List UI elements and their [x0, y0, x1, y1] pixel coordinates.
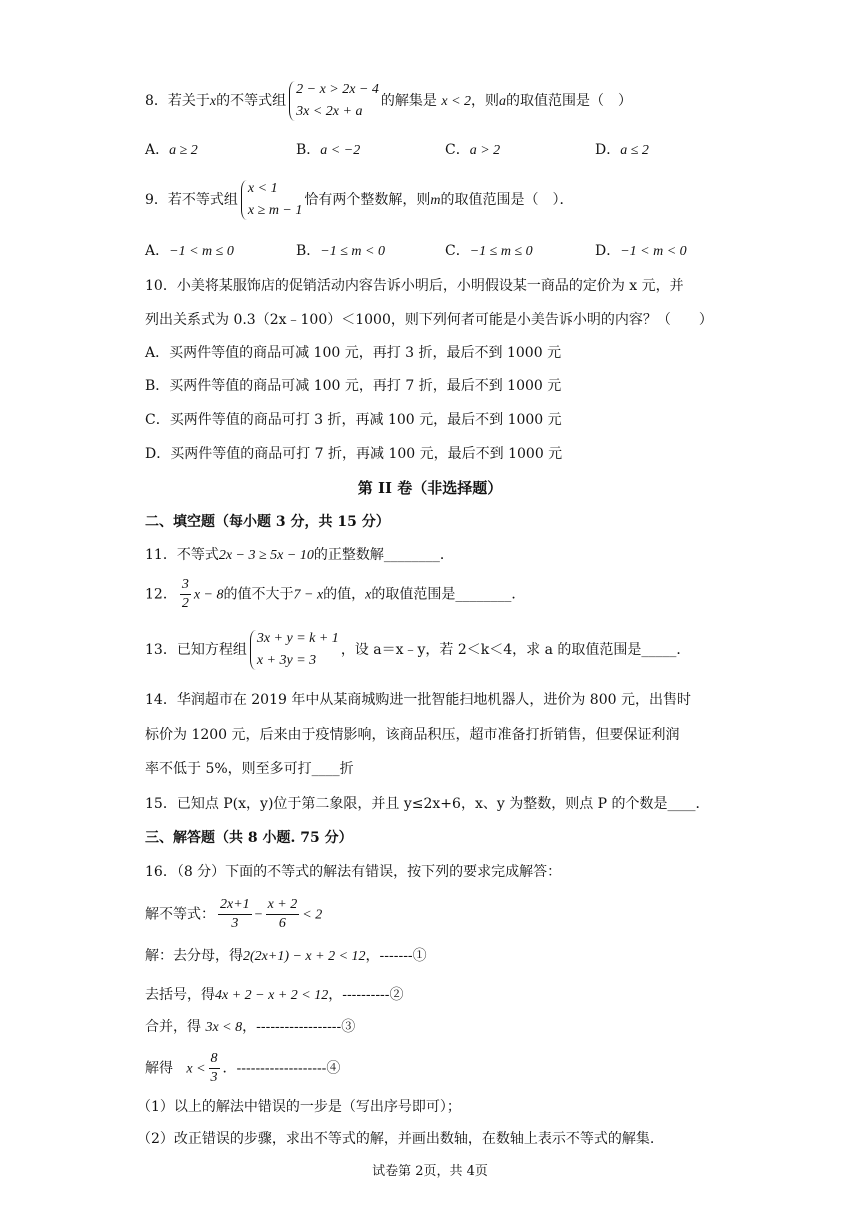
- part2-title: 第 II 卷（非选择题）: [357, 479, 503, 497]
- q13-pre: 已知方程组: [176, 642, 247, 658]
- q10-option-b[interactable]: B．买两件等值的商品可减 100 元，再打 7 折，最后不到 1000 元: [145, 378, 562, 394]
- option-expr: a < −2: [320, 143, 361, 158]
- q14-line1: 14．华润超市在 2019 年中从某商城购进一批智能扫地机器人，进价为 800 元，出售时: [145, 692, 691, 708]
- q13: [145, 628, 690, 672]
- step1-expr: 2(2x+1) − x + 2 < 12: [243, 949, 366, 964]
- q15: 15．已知点 P(x，y)位于第二象限，并且 y≤2x+6，x、y 为整数，则点 P 的个数是____．: [145, 796, 710, 812]
- q16-solve-label: 解不等式：: [145, 906, 215, 923]
- q16-intro: 16．（8 分）下面的不等式的解法有错误，按下列的要求完成解答：: [145, 864, 562, 880]
- q16-minus: −: [254, 907, 263, 923]
- step3-post: ，------------------③: [242, 1019, 356, 1035]
- q11-post: 的正整数解________．: [313, 547, 454, 563]
- q9-option-a[interactable]: [145, 241, 234, 262]
- q9-pre: 若不等式组: [167, 192, 238, 208]
- q9-option-c[interactable]: [445, 241, 533, 262]
- step2-expr: 4x + 2 − x + 2 < 12: [215, 988, 329, 1003]
- step4-post: ．-------------------④: [222, 1060, 341, 1077]
- q10-option-c[interactable]: C．买两件等值的商品可打 3 折，再减 100 元，最后不到 1000 元: [145, 412, 562, 428]
- step2-pre: 去括号，得: [145, 987, 215, 1003]
- q10-option-d[interactable]: D．买两件等值的商品可打 7 折，再减 100 元，最后不到 1000 元: [145, 446, 563, 462]
- option-label: A．: [145, 142, 170, 158]
- q12-post: 的取值范围是________．: [371, 586, 526, 603]
- option-label: B．: [296, 142, 321, 158]
- q16-step1: [145, 946, 427, 967]
- q11-pre: 不等式: [176, 547, 219, 563]
- option-expr: a > 2: [469, 143, 501, 158]
- q13-system: [249, 628, 339, 672]
- q16-f2-den: 6: [278, 916, 286, 931]
- step4-fraction: [209, 1050, 220, 1087]
- q14-line3: 率不低于 5%，则至多可打____折: [145, 761, 354, 777]
- q11-number: 11．: [145, 547, 177, 563]
- section3-heading: 三、解答题（共 8 小题. 75 分）: [145, 830, 353, 846]
- q8-option-a[interactable]: [145, 140, 198, 161]
- q12-var-x: x: [365, 587, 372, 603]
- q13-system-row1: 3x + y = k + 1: [256, 631, 339, 646]
- q16-step2: [145, 985, 404, 1006]
- q14-line2: 标价为 1200 元，后来由于疫情影响，该商品积压，超市准备打折销售，但要保证利润: [145, 727, 680, 743]
- q16-f2-num: x + 2: [266, 896, 300, 915]
- q9-option-d[interactable]: [595, 241, 687, 262]
- q16-step3: [145, 1017, 355, 1038]
- q11-expr: 2x − 3 ≥ 5x − 10: [218, 548, 314, 563]
- q13-number: 13．: [145, 642, 177, 658]
- q16-problem: [145, 896, 322, 933]
- q8-var-x: x: [209, 94, 217, 109]
- step3-pre: 合并，得: [145, 1019, 201, 1035]
- q8-system-row1: 2 − x > 2x − 4: [296, 82, 379, 97]
- q11: [145, 545, 454, 566]
- q8-var-a: a: [499, 94, 507, 109]
- q9-var-m: m: [430, 193, 441, 208]
- q8-condition: x < 2: [441, 94, 472, 109]
- option-label: B．: [296, 243, 321, 259]
- q12: [145, 576, 525, 613]
- option-label: D．: [595, 243, 621, 259]
- q16-f1-num: 2x+1: [218, 896, 252, 915]
- q16-fraction2: [266, 896, 300, 933]
- option-expr: −1 < m < 0: [620, 244, 687, 259]
- q10-line1: 10．小美将某服饰店的促销活动内容告诉小明后，小明假设某一商品的定价为 x 元，并: [145, 278, 684, 294]
- option-label: A．: [145, 243, 170, 259]
- page-footer: 试卷第 2页，共 4页: [372, 1164, 488, 1179]
- q9-number: 9．: [145, 192, 168, 208]
- q13-system-row2: x + 3y = 3: [256, 653, 317, 668]
- option-label: C．: [445, 142, 470, 158]
- q16-step4: [145, 1050, 340, 1087]
- q12-fraction: [180, 576, 191, 613]
- option-expr: −1 < m ≤ 0: [169, 244, 234, 259]
- q9-post2: 的取值范围是（ ）．: [440, 192, 574, 208]
- q16-f1-den: 3: [231, 916, 239, 931]
- q8-pre: 若关于: [167, 93, 210, 109]
- q8-option-c[interactable]: [445, 140, 500, 161]
- step2-post: ，----------②: [328, 987, 404, 1003]
- q9-system-row1: x < 1: [247, 181, 278, 196]
- option-expr: a ≥ 2: [169, 143, 198, 158]
- q8-stem: [145, 79, 632, 123]
- section2-heading: 二、填空题（每小题 3 分，共 15 分）: [145, 514, 390, 530]
- q12-frac-den: 2: [181, 596, 189, 611]
- q16-fraction1: [218, 896, 252, 933]
- q8-post1: 的解集是: [380, 93, 437, 109]
- option-label: D．: [595, 142, 621, 158]
- step1-pre: 解：去分母，得: [145, 948, 243, 964]
- option-expr: −1 ≤ m < 0: [320, 244, 385, 259]
- q13-post: ，设 a＝x﹣y，若 2＜k＜4，求 a 的取值范围是_____．: [340, 642, 691, 658]
- q8-post3: 的取值范围是（ ）: [506, 93, 633, 109]
- q12-mid: 的值不大于: [223, 586, 294, 603]
- q16-sub1: （1）以上的解法中错误的一步是（写出序号即可）；: [137, 1099, 461, 1115]
- q12-frac-num: 3: [180, 576, 191, 595]
- q10-line2: 列出关系式为 0.3（2x﹣100）＜1000，则下列何者可能是小美告诉小明的内容？（ ）: [145, 312, 713, 328]
- q8-option-d[interactable]: [595, 140, 649, 161]
- q9-stem: [145, 178, 574, 222]
- step3-expr: 3x < 8: [205, 1020, 243, 1035]
- q8-option-b[interactable]: [296, 140, 360, 161]
- q16-ineq-tail: < 2: [302, 907, 323, 923]
- step4-den: 3: [210, 1070, 218, 1085]
- q9-post1: 恰有两个整数解，则: [304, 192, 431, 208]
- q8-post2: ，则: [471, 93, 500, 109]
- q12-number: 12．: [145, 586, 177, 603]
- q12-expr2: 7 − x: [293, 587, 324, 603]
- step4-pre: 解得: [145, 1060, 173, 1077]
- q9-option-b[interactable]: [296, 241, 385, 262]
- q12-expr1: x − 8: [193, 587, 224, 603]
- step1-post: ，-------①: [365, 948, 427, 964]
- q10-option-a[interactable]: A．买两件等值的商品可减 100 元，再打 3 折，最后不到 1000 元: [145, 345, 562, 361]
- q9-system: [240, 178, 302, 222]
- option-label: C．: [445, 243, 470, 259]
- step4-num: 8: [209, 1050, 220, 1069]
- q8-mid: 的不等式组: [216, 93, 287, 109]
- q8-system-row2: 3x < 2x + a: [296, 104, 363, 119]
- step4-x: x <: [186, 1061, 206, 1077]
- q8-system: [288, 79, 379, 123]
- q16-sub2: （2）改正错误的步骤，求出不等式的解，并画出数轴，在数轴上表示不等式的解集.: [137, 1131, 655, 1147]
- q12-mid2: 的值，: [323, 586, 366, 603]
- option-expr: a ≤ 2: [620, 143, 649, 158]
- q8-number: 8．: [145, 93, 168, 109]
- option-expr: −1 ≤ m ≤ 0: [469, 244, 533, 259]
- q9-system-row2: x ≥ m − 1: [247, 203, 303, 218]
